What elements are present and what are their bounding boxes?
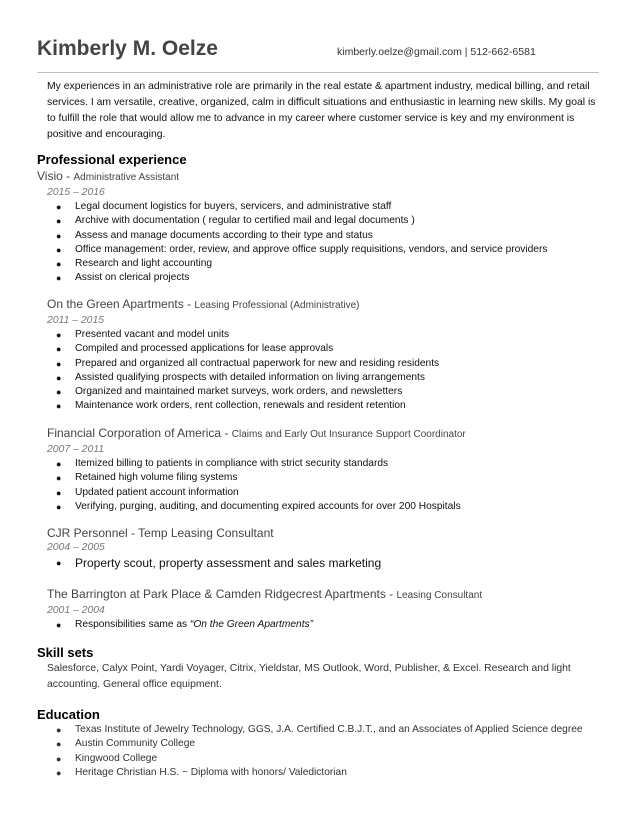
job-company: Visio -: [37, 169, 74, 183]
bullet-icon: ●: [56, 459, 62, 469]
job-role: Temp Leasing Consultant: [138, 526, 274, 540]
job-entry: [47, 586, 607, 632]
list-item: ● Heritage Christian H.S. ~ Diploma with honors/ Valedictorian: [47, 766, 607, 780]
list-item: ● Assess and manage documents according to their type and status: [47, 229, 597, 243]
job-entry: [37, 168, 597, 286]
list-item: ● Austin Community College: [47, 737, 607, 751]
bullet-icon: ●: [56, 202, 62, 212]
list-item: ● Assisted qualifying prospects with detailed information on living arrangements: [47, 371, 607, 385]
job-entry: [47, 525, 607, 571]
bullet-icon: ●: [56, 273, 62, 284]
job-dates: 2004 – 2005: [47, 542, 105, 553]
list-item: ● Responsibilities same as “On the Green Apartments”: [47, 618, 607, 632]
job-dates: 2015 – 2016: [47, 187, 105, 198]
bullet-icon: ●: [56, 230, 62, 241]
job-dates: 2001 – 2004: [47, 605, 105, 616]
job-duties: [47, 618, 607, 632]
list-item: ● Updated patient account information: [47, 486, 607, 500]
bullet-icon: ●: [56, 620, 62, 630]
education-list-wrapper: [47, 723, 607, 780]
list-item: ● Compiled and processed applications for lease approvals: [47, 342, 607, 356]
section-title-education: Education: [37, 707, 100, 722]
job-duties: [47, 328, 607, 414]
job-dates: 2011 – 2015: [47, 315, 105, 326]
bullet-icon: ●: [56, 725, 62, 735]
job-entry: [47, 425, 607, 514]
bullet-icon: ●: [56, 244, 62, 255]
list-item: ● Prepared and organized all contractual paperwork for new and residing residents: [47, 357, 607, 371]
skills-text: Salesforce, Calyx Point, Yardi Voyager, Citrix, Yieldstar, MS Outlook, Word, Publisher, & Excel. Research and light accounting. General office equipment.: [47, 663, 571, 690]
job-dates: 2007 – 2011: [47, 444, 105, 455]
job-role: Claims and Early Out Insurance Support Coordinator: [231, 429, 466, 440]
list-item: ● Research and light accounting: [47, 257, 597, 271]
contact-info: kimberly.oelze@gmail.com | 512-662-6581: [337, 46, 536, 58]
bullet-icon: ●: [56, 358, 62, 369]
bullet-icon: ●: [56, 558, 62, 568]
bullet-icon: ●: [56, 259, 62, 270]
bullet-icon: ●: [56, 473, 62, 484]
bullet-icon: ●: [56, 372, 62, 383]
job-role: Administrative Assistant: [73, 172, 180, 183]
education-list: [47, 723, 607, 780]
list-item: ● Property scout, property assessment and sales marketing: [56, 556, 382, 570]
job-role: Leasing Professional (Administrative): [194, 300, 360, 311]
bullet-icon: ●: [56, 739, 62, 750]
list-item: ● Archive with documentation ( regular to certified mail and legal documents ): [47, 214, 597, 228]
job-header: [47, 586, 607, 604]
summary-paragraph: My experiences in an administrative role are primarily in the real estate & apartment industry, medical billing, and retail services. I am versatile, creative, organized, calm in difficult situations and enthusiastic in learning new skills. My goal is to fulfill the role that would allow me to advance in my career where customer service is key and my environment is positive and encouraging.: [47, 81, 596, 140]
bullet-icon: ●: [56, 216, 62, 227]
list-item: ● Verifying, purging, auditing, and documenting expired accounts for over 200 Hospitals: [47, 500, 607, 514]
list-item: ● Legal document logistics for buyers, servicers, and administrative staff: [47, 200, 597, 214]
job-role: Leasing Consultant: [396, 590, 483, 601]
job-header: [47, 525, 607, 541]
job-duties: [47, 457, 607, 514]
job-duties: [47, 555, 607, 571]
bullet-icon: ●: [56, 344, 62, 355]
job-entry: [47, 296, 607, 414]
list-item: ● Texas Institute of Jewelry Technology, GGS, J.A. Certified C.B.J.T., and an Associates of Applied Science degree: [47, 723, 607, 737]
list-item: ● Presented vacant and model units: [47, 328, 607, 342]
job-duties: [47, 200, 597, 286]
job-company: Financial Corporation of America -: [47, 426, 232, 440]
bullet-icon: ●: [56, 501, 62, 512]
list-item: ● Retained high volume filing systems: [47, 471, 607, 485]
bullet-icon: ●: [56, 387, 62, 398]
bullet-icon: ●: [56, 401, 62, 412]
list-item: ● Assist on clerical projects: [47, 271, 597, 285]
list-item: ● Organized and maintained market surveys, work orders, and newsletters: [47, 385, 607, 399]
list-item: ● Itemized billing to patients in compliance with strict security standards: [47, 457, 607, 471]
job-company: CJR Personnel -: [47, 526, 139, 540]
bullet-icon: ●: [56, 487, 62, 498]
list-item: ● Office management: order, review, and approve office supply requisitions, vendors, and service providers: [47, 243, 597, 257]
list-item: ● Kingwood College: [47, 752, 607, 766]
bullet-icon: ●: [56, 330, 62, 340]
header-divider: [37, 72, 599, 73]
section-title-experience: Professional experience: [37, 152, 187, 167]
candidate-name: Kimberly M. Oelze: [37, 37, 218, 60]
job-company: The Barrington at Park Place & Camden Ridgecrest Apartments -: [47, 587, 397, 601]
list-item: ● Maintenance work orders, rent collection, renewals and resident retention: [47, 399, 607, 413]
bullet-icon: ●: [56, 767, 62, 778]
job-header: [47, 425, 607, 443]
job-header: [47, 296, 607, 314]
section-title-skills: Skill sets: [37, 645, 94, 660]
bullet-icon: ●: [56, 753, 62, 764]
job-header: [37, 168, 597, 186]
job-company: On the Green Apartments -: [47, 297, 195, 311]
